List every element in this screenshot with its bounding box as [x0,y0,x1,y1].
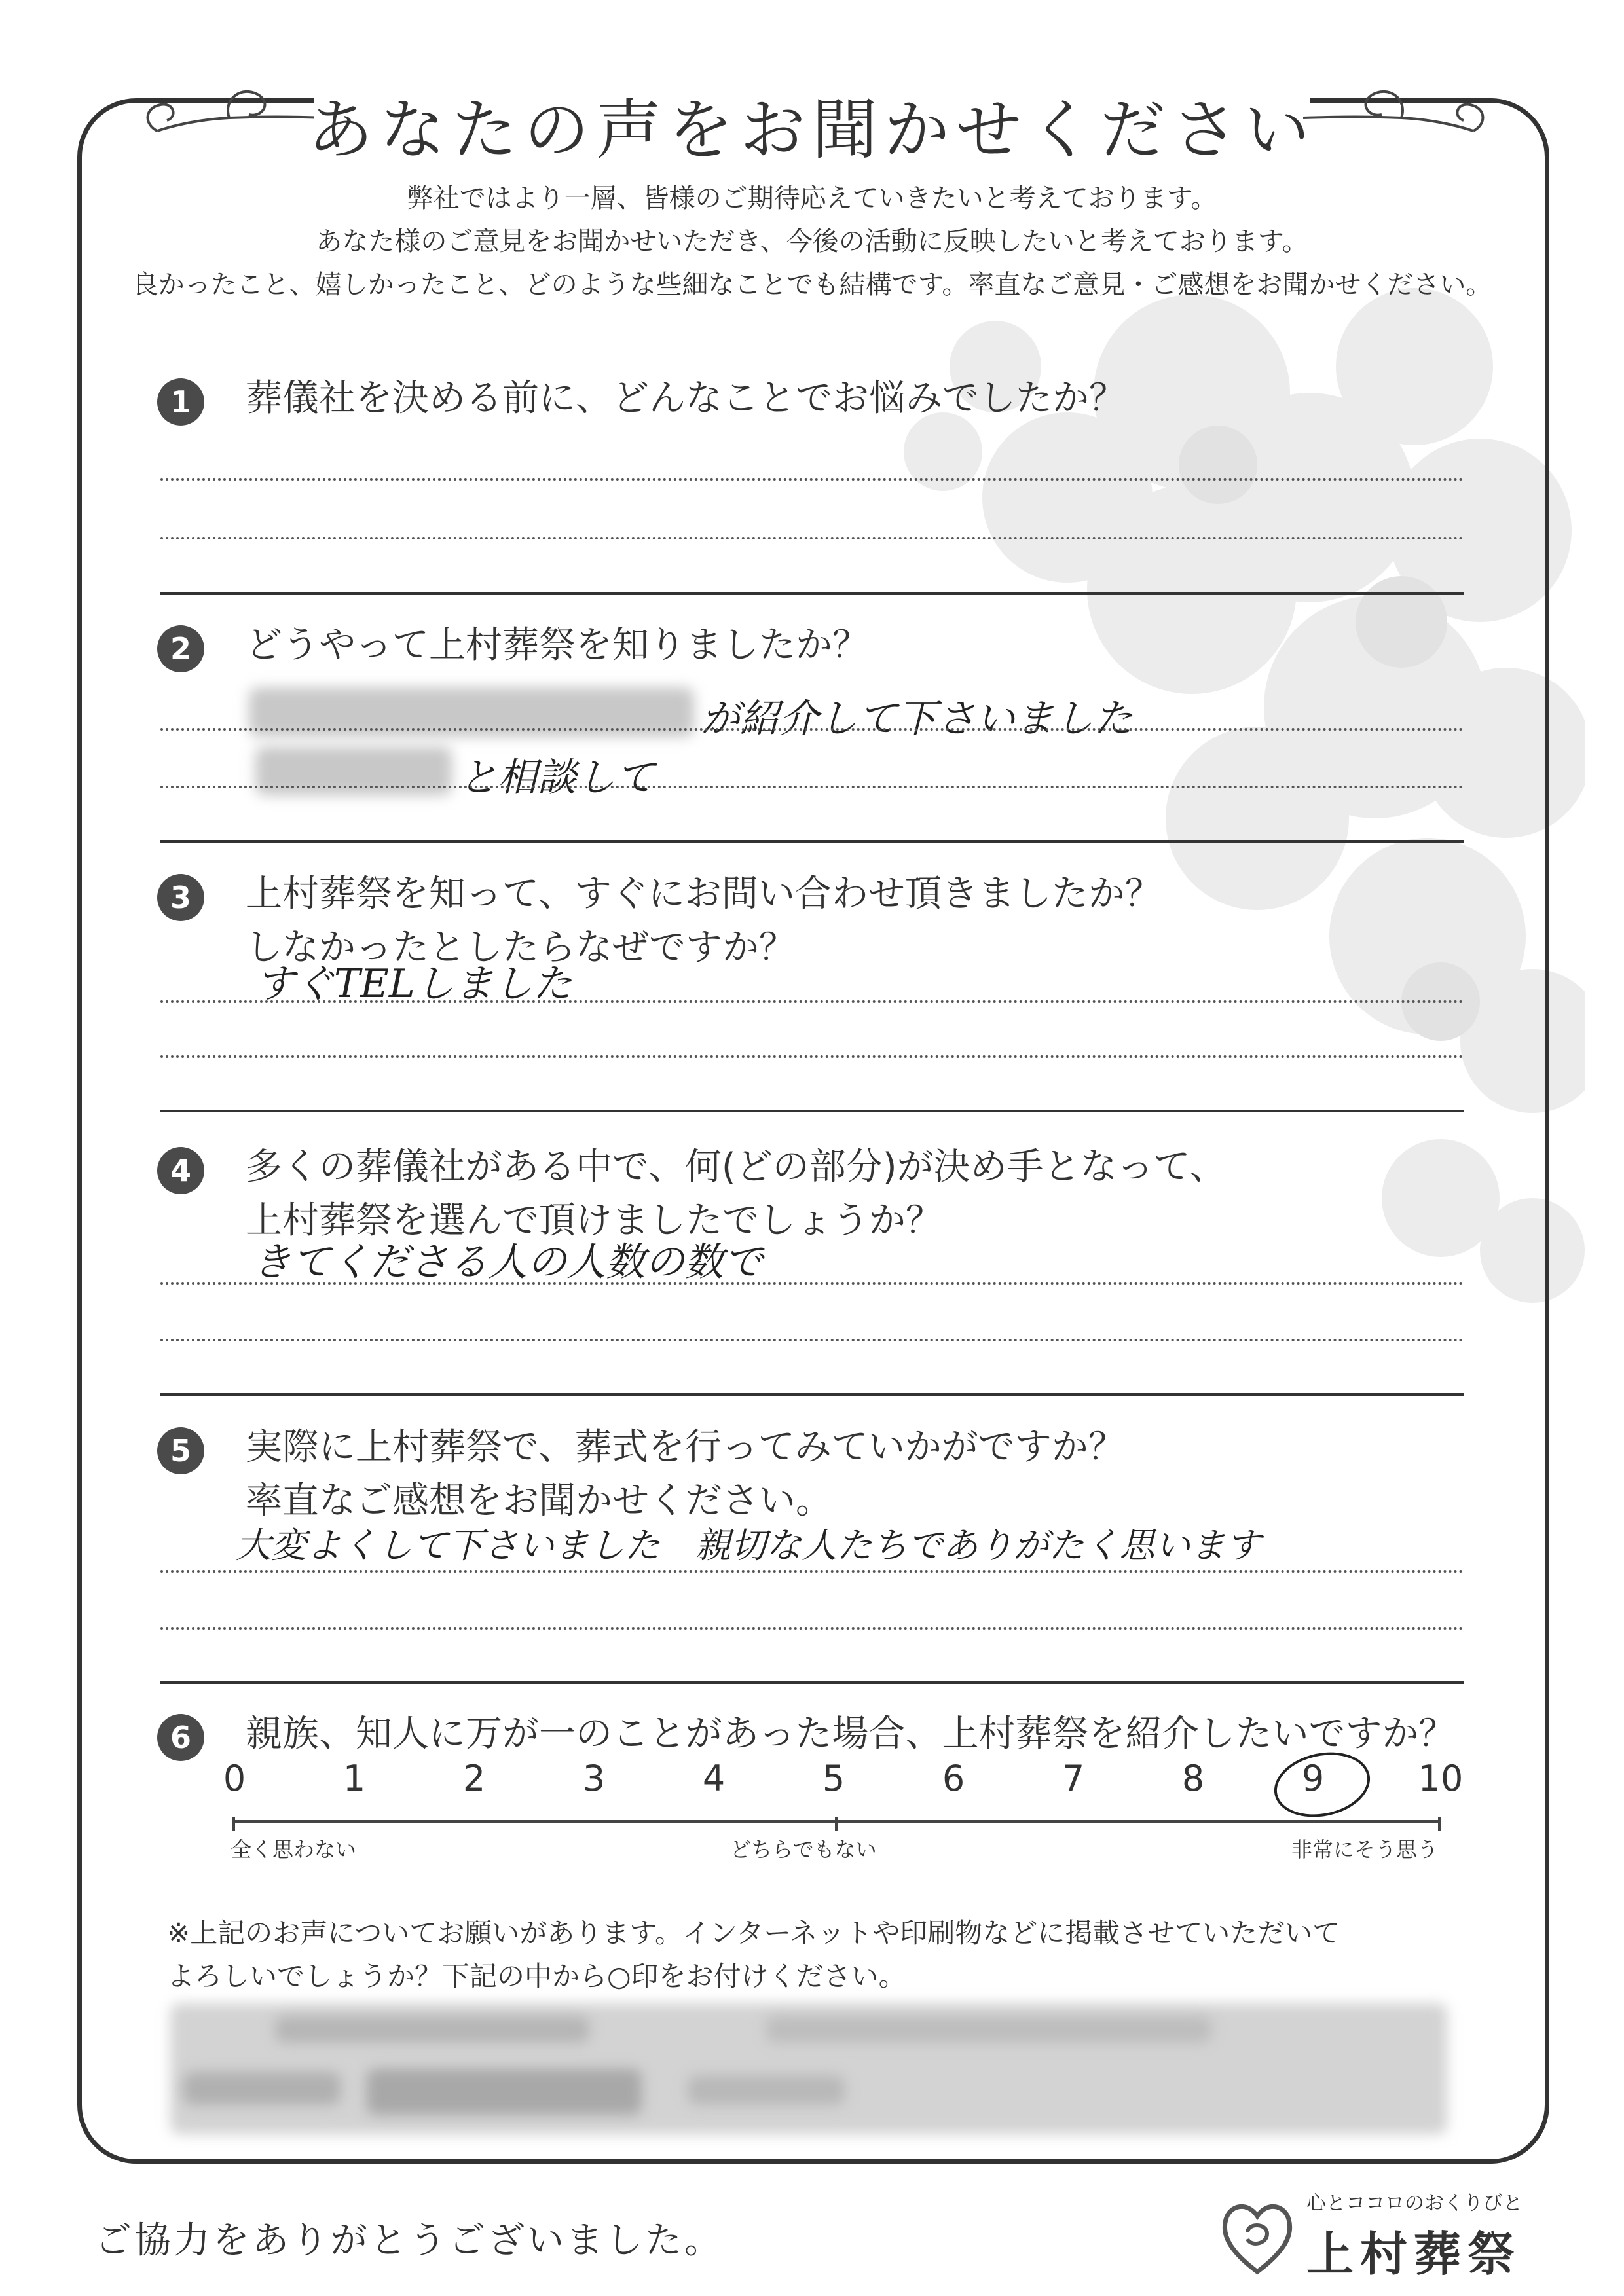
scale-label-mid: どちらでもない [730,1837,877,1862]
note-line: よろしいでしょうか？下記の中から○印をお付けください。 [167,1960,906,1992]
question-text: 実際に上村葬祭で、葬式を行ってみていかがですか？ [246,1426,1125,1468]
answer-line [160,1339,1464,1341]
intro-line: 弊社ではより一層、皆様のご期待応えていきたいと考えております。 [407,183,1217,213]
note-line: ※上記のお声についてお願いがあります。インターネットや印刷物などに掲載させていただいて [167,1917,1340,1949]
intro-text [98,177,1526,306]
answer-line [160,478,1464,481]
redacted-field [688,2075,845,2105]
section-divider [160,592,1464,595]
answer-line [160,1000,1464,1003]
right-flourish [1297,79,1500,151]
question-number: 4 [157,1147,204,1194]
thanks-message: ご協力をありがとうございました。 [95,2219,724,2262]
logo-name: 上村葬祭 [1306,2226,1522,2282]
redacted-option [275,2016,589,2043]
company-logo [1218,2187,1532,2285]
section-divider [160,1393,1464,1396]
scale-number[interactable]: 6 [942,1758,965,1799]
question-number: 6 [157,1714,204,1761]
handwritten-answer: と相談して [458,755,655,801]
intro-line: あなた様のご意見をお聞かせいただき、今後の活動に反映したいと考えております。 [316,227,1308,257]
scale-number[interactable]: 3 [582,1758,606,1799]
question-text: どうやって上村葬祭を知りましたか？ [246,624,869,666]
scale-number[interactable]: 0 [223,1758,246,1799]
question-text: 上村葬祭を選んで頂けましたでしょうか？ [246,1199,942,1242]
answer-line [160,1570,1464,1573]
answer-line [160,1055,1464,1058]
answer-line [160,1627,1464,1630]
redacted-field [183,2072,341,2105]
handwritten-answer: が紹介して下さいました [701,696,1133,742]
left-flourish [131,79,334,151]
title-band [308,65,1316,183]
question-number: 3 [157,874,204,921]
scale-tick [232,1817,235,1831]
question-text: 多くの葬儀社がある中で、何(どの部分)が決め手となって、 [246,1146,1227,1188]
redacted-option [766,2016,1211,2043]
scale-number[interactable]: 5 [822,1758,845,1799]
answer-line [160,728,1464,731]
question-text: 率直なご感想をお聞かせください。 [246,1480,832,1522]
section-divider [160,1681,1464,1684]
question-text: 親族、知人に万が一のことがあった場合、上村葬祭を紹介したいですか？ [246,1713,1456,1755]
question-text: しなかったとしたらなぜですか？ [246,926,796,969]
redacted-signature [367,2069,642,2115]
scale-number[interactable]: 2 [462,1758,486,1799]
section-divider [160,840,1464,843]
publication-note [167,1912,1340,1998]
scale-number[interactable]: 9 [1301,1758,1325,1799]
answer-line [160,537,1464,539]
scale-number[interactable]: 8 [1181,1758,1205,1799]
logo-tagline: 心とココロのおくりびと [1306,2192,1522,2215]
scale-label-low: 全く思わない [231,1837,357,1862]
scale-number[interactable]: 4 [702,1758,726,1799]
question-number: 2 [157,625,204,672]
handwritten-answer: 大変よくして下さいました 親切な人たちでありがたく思います [236,1525,1261,1566]
handwritten-answer: きてくださる人の人数の数で [252,1239,763,1285]
intro-line: 良かったこと、嬉しかったこと、どのような些細なことでも結構です。率直なご意見・ご感想をお聞かせください。 [132,270,1492,300]
handwritten-answer: すぐTELしました [255,961,572,1007]
scale-label-high: 非常にそう思う [1291,1837,1439,1862]
answer-line [160,1282,1464,1285]
question-number: 5 [157,1427,204,1474]
scale-tick [835,1817,838,1831]
scale-number[interactable]: 10 [1418,1758,1464,1799]
question-number: 1 [157,378,204,426]
scale-number[interactable]: 1 [342,1758,366,1799]
scale-number[interactable]: 7 [1061,1758,1085,1799]
page-title: あなたの声をお聞かせください [308,92,1316,168]
rating-scale-line [232,1820,1441,1823]
question-text: 葬儀社を決める前に、どんなことでお悩みでしたか？ [246,377,1126,420]
heart-logo-icon [1218,2193,1297,2278]
question-text: 上村葬祭を知って、すぐにお問い合わせ頂きましたか？ [246,873,1162,915]
scale-tick [1438,1817,1441,1831]
section-divider [160,1110,1464,1112]
answer-line [160,786,1464,788]
